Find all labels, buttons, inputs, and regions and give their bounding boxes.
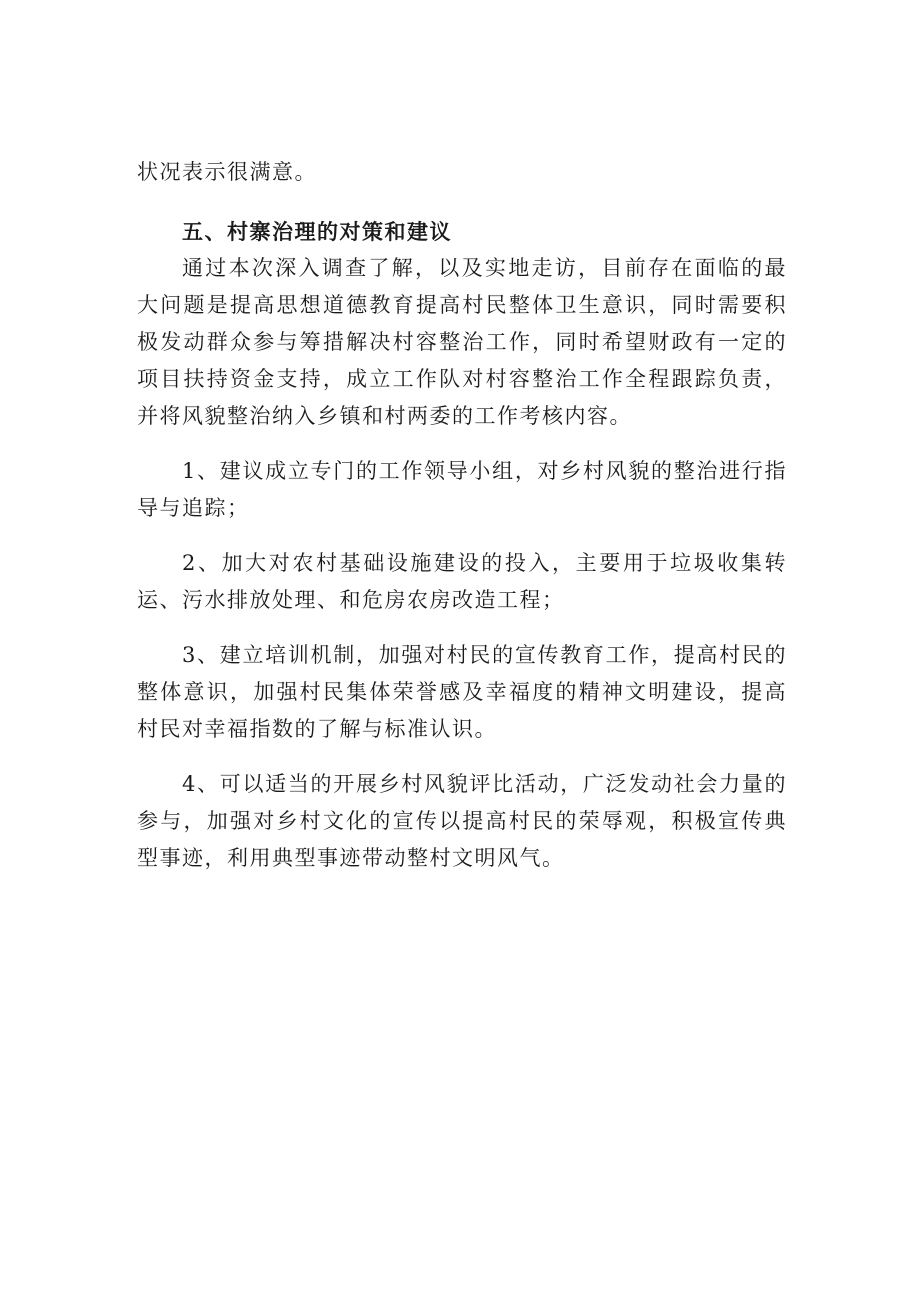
recommendation-item-4: 4、可以适当的开展乡村风貌评比活动，广泛发动社会力量的参与，加强对乡村文化的宣传以提高村民的荣辱观，积极宣传典型事迹，利用典型事迹带动整村文明风气。 [137, 772, 787, 870]
recommendation-item-1: 1、建议成立专门的工作领导小组，对乡村风貌的整治进行指导与追踪； [137, 459, 787, 520]
section-heading: 五、村寨治理的对策和建议 [182, 219, 452, 244]
document-body [137, 154, 787, 877]
continuation-text: 状况表示很满意。 [137, 160, 317, 184]
recommendation-item-3: 3、建立培训机制，加强对村民的宣传教育工作，提高村民的整体意识，加强村民集体荣誉感及幸福度的精神文明建设，提高村民对幸福指数的了解与标准认识。 [137, 643, 787, 741]
intro-paragraph: 通过本次深入调查了解，以及实地走访，目前存在面临的最大问题是提高思想道德教育提高村民整体卫生意识，同时需要积极发动群众参与筹措解决村容整治工作，同时希望财政有一定的项目扶持资金支持，成立工作队对村容整治工作全程跟踪负责，并将风貌整治纳入乡镇和村两委的工作考核内容。 [137, 256, 787, 428]
recommendation-item-2: 2、加大对农村基础设施建设的投入，主要用于垃圾收集转运、污水排放处理、和危房农房改造工程； [137, 551, 787, 612]
